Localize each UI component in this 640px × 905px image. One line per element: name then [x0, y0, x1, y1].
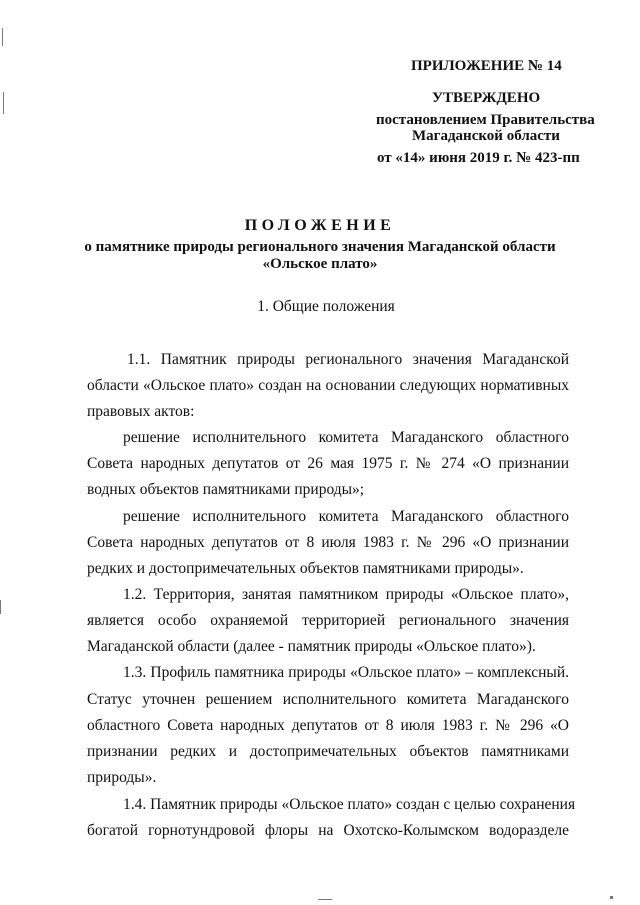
- approved-by-line1: постановлением Правительства: [376, 112, 595, 128]
- body-line: Совета народных депутатов от 26 мая 1975 г. № 274 «О признании: [87, 455, 569, 472]
- body-line: Статус уточнен решением исполнительного комитета Магаданского: [87, 691, 569, 708]
- body-line: редких и достопримечательных объектов памятниками природы».: [87, 560, 524, 577]
- body-line: Совета народных депутатов от 8 июля 1983 г. № 296 «О признании: [87, 534, 569, 551]
- body-line: является особо охраняемой территорией регионального значения: [87, 612, 569, 629]
- body-line: 1.4. Памятник природы «Ольское плато» создан с целью сохранения: [123, 796, 576, 813]
- body-line: правовых актов:: [87, 403, 195, 420]
- section-heading: 1. Общие положения: [257, 298, 395, 315]
- body-line: 1.2. Территория, занятая памятником природы «Ольское плато»,: [123, 586, 569, 603]
- scan-mark: [0, 600, 1, 614]
- document-title: ПОЛОЖЕНИЕ: [244, 217, 396, 234]
- body-line: признании редких и достопримечательных объектов памятниками: [87, 743, 569, 760]
- scan-mark: [2, 28, 3, 46]
- scan-mark: [318, 899, 332, 900]
- appendix-label: ПРИЛОЖЕНИЕ № 14: [411, 58, 562, 74]
- body-line: природы».: [87, 769, 157, 786]
- body-line: области «Ольское плато» создан на основании следующих нормативных: [87, 377, 569, 394]
- body-line: решение исполнительного комитета Магаданского областного: [123, 508, 569, 525]
- body-line: водных объектов памятниками природы»;: [87, 481, 365, 498]
- approved-label: УТВЕРЖДЕНО: [432, 90, 541, 106]
- body-line: 1.1. Памятник природы регионального значения Магаданской: [127, 351, 569, 368]
- body-line: богатой горнотундровой флоры на Охотско-Колымском водоразделе: [87, 822, 569, 839]
- body-line: решение исполнительного комитета Магаданского областного: [123, 429, 569, 446]
- scan-mark: [3, 92, 4, 114]
- approved-date: от «14» июня 2019 г. № 423-пп: [377, 150, 580, 166]
- body-line: областного Совета народных депутатов от 8 июля 1983 г. № 296 «О: [87, 717, 569, 734]
- document-subtitle-line1: о памятнике природы регионального значения Магаданской области: [84, 239, 556, 255]
- approved-by-line2: Магаданской области: [412, 128, 560, 144]
- body-line: Магаданской области (далее - памятник природы «Ольское плато»).: [87, 638, 536, 655]
- document-subtitle-line2: «Ольское плато»: [262, 256, 378, 272]
- scan-mark: [610, 896, 613, 899]
- body-line: 1.3. Профиль памятника природы «Ольское плато» – комплексный.: [123, 664, 569, 681]
